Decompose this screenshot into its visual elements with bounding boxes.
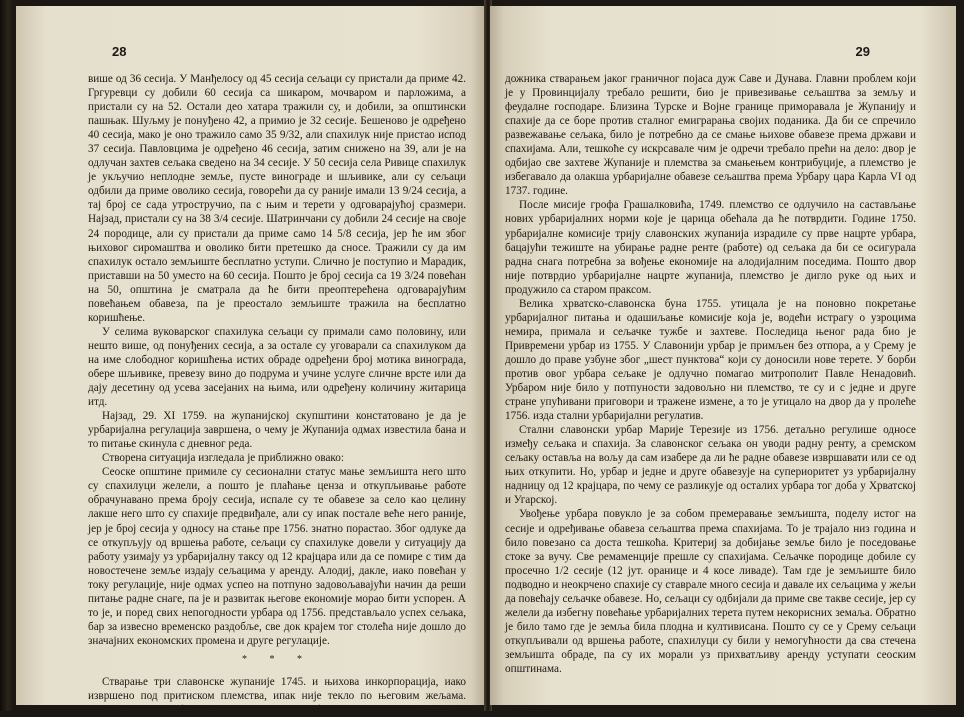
page-body — [505, 72, 916, 676]
paragraph: дожника стварањем јаког граничног појаса дуж Саве и Дунава. Главни проблем који је у Провинцијалу требало решити, био је привезивање сељаштва за земљу и феудалне господаре. Близина Турске и Војне границе приморавала је Жупанију и спахије да се боре против сталног емиграрања својих поданика. Да би се спречило развежавање сељака, било је потребно да се смање њихове обавезе према држави и спахијама. Али, тешкоће су искрсавале чим је одречи требало прећи на дело: двор је одбијао све захтеве Жупаније и племства за смањењем контрибуције, а племство је избегавало да олакша урбаријалне обавезе сељаштва према Урбару цара Карла VI од 1737. године. — [505, 73, 916, 198]
paragraph: Увођење урбара повукло је за собом премеравање земљишта, поделу истог на сесије и одређивање обавеза сељаштва према спахијама. То је трајало низ година и било повезано са доста тешкоћа. Критериј за добијање земље било је поседовање стоке за вучу. Све ремаменције прешле су спахијама. Сељачке породице добиле су просечно 1/2 сесије (12 јут. оранице и 4 косе ливаде). Там где је земљиште било подводно и неокрчено спахије су ставрале много сесија и давале их сељацима у жељи да повећају сељачке обавезе. Но, сељаци су одбијали да приме све такве сесије, јер су желели да избегну повећање урбаријалних терета путем некорисних земаља. Обратно је било тамо где је земља била плодна и култивисана. Пошто су се у Срему сељаци откупљивали од вршења работе, спахилуци су били у немогућности да сва стечена земљишта обраде, па су их морали уз прихватљиву аренду уступати сеоским општинама. — [505, 508, 916, 675]
paragraph: Најзад, 29. XI 1759. на жупанијској скупштини констатовано је да је урбаријална регулација завршена, о чему је Жупанија одмах известила бана и то питање скинула с дневног реда. — [88, 410, 466, 451]
right-page — [490, 6, 956, 705]
paragraph: Стварање три славонске жупаније 1745. и њихова инкорпорација, иако извршено под притиском племства, ипак није текло по његовим жељама. Спахилуци су изгубили многе поседе и велики број под- — [88, 675, 466, 717]
paragraph: У селима вуковарског спахилука сељаци су примали само половину, или нешто више, од понуђених сесија, а за остале су уговарали са спахилуком да на име слободног коришћења истих обраде одређени број мотика винограда, обере шљивике, превезу вино до подрума и учине услуге сличне врсте или да дају десетину од усева засејаних на њима, или одређену количину житарица итд. — [88, 325, 466, 409]
page-number: 29 — [855, 44, 870, 59]
page-body — [88, 72, 466, 717]
paragraph: Стални славонски урбар Марије Терезије из 1756. детаљно регулише односе између сељака и спахија. За славонског сељака он уводи радну ренту, а сремском сељаку оставља на вољу да сам изабере да ли ће радне обавезе извршавати или се од њих откупити. Но, урбар и једне и друге обавезује на супериоритет уз урбаријалну надницу од 12 крајцара, по чему се разликује од осталих урбара тог доба у Хрватској и Угарској. — [505, 424, 916, 507]
paragraph: Сеоске општине примиле су сесионални статус мање земљишта него што су спахилуци желели, а пошто је плаћање цензa и откупљивање работе обрачунавано према броју сесија, испале су те обавезе за село као целину лакше него што су спахије предвиђале, али су ипак постале веће него раније, јер је број сесија у односу на стање пре 1756. знатно порастао. Због одлуке да се откупљују од вршења работе, сељаци су спахилуке довели у ситуацију да работу узимају уз урбаријалну таксу од 12 крајцара или да се помире с тим да новостечене земље издају сељацима у аренду. Алодиј, дакле, иако повећан у току регулације, није одмах успео на потпуно задовољавајући начин да реши питање радне снаге, па је и развитак његове економије морао бити успорен. А то је, и поред свих непогодности урбара од 1756. представљало успех сељака, бар за извесно временско раздобље, све док крајем тог столећа није дошло до значајних економских промена и друге регулације. — [88, 466, 466, 647]
section-separator: * * * — [242, 653, 312, 665]
paragraph: више од 36 сесија. У Манђелосу од 45 сесија сељаци су пристали да приме 42. Гргуревци су добили 60 сесија са шикаром, мочваром и парложима, а пристали су на 52. Остали део хатара тражили су, и добили, за општински пашњак. Шуљму је понуђено 42, а примио је 32 сесије. Бешеново је одређено 40 сесија, мако је оно тражило само 35 9/32, али спахилук није пристао испод 37 сесија. Павловцима је одређено 46 сесија, затим снижено на 39, али је на одлучан захтев сељака сведено на 34 сесије. У 50 сесија села Ривице спахилук је укључио неплодне земље, пусте винограде и шљивике, али су сељаци одбили да приме оволико сесија, говорећи да су раније имали 13 9/24 сесија, а тај број се сада утростручио, па с њим и терети у одговарајућој сразмери. Најзад, пристали су на 38 3/4 сесије. Шатринчани су добили 24 сесије на своје 24 породице, али су пристали да приме само 14 5/8 сесија, јер ће им због њиховог сиромаштва и оволико бити претешко да сносе. Тражили су да им спахилук остало земљиште бесплатно уступи. Слично је поступио и Марадик, приставши на 50 уместо на 60 сесија. Пошто је број сесија са 19 3/24 повећан на 50, општина је сматрала да ће бити преоптерећена одговарајућим повећањем обавеза, па је преостало земљиште тражила на бесплатно коришћење. — [88, 73, 466, 324]
paragraph: Створена ситуација изгледала је приближно овако: — [102, 452, 344, 465]
left-page — [16, 6, 486, 717]
paragraph: После мисије грофа Грашалковића, 1749. племство се одлучило на састављање нових урбаријалних норми које је царица обећала да ће потврдити. Године 1750. урбаријалне комисије трију славонских жупанија израдиле су прве нацрте урбара, бацајући тежиште на убирање радне ренте (работе) од сељака да би се осигурала радна снага потребна за вођење економије на алодијалним поседима. Пошто двор није потврдио урбаријалне нацрте жупанија, племство је дигло руке од њих и продужило са старом праксом. — [505, 199, 916, 296]
page-number: 28 — [112, 44, 127, 59]
paragraph: Велика хрватско-славонска буна 1755. утицала је на поновно покретање урбаријалног питања и одашиљање комисије која је, водећи истрагу о узроцима немира, примала и сељачке тужбе и захтеве. Последица њеног рада био је Привремени урбар из 1755. У Славонији урбар је примљен без отпора, а у Срему је дошло до праве узбуне због „шест пунктова“ који су доносили нове терете. У борби против овог урбара сељаке је одлучно помагао митрополит Павле Ненадовић. Урбаром није било у потпуности задовољно ни племство, те су и с једне и друге стране упућивани приговори и тражене измене, а то је утицало на двор да у пролеће 1756. изда стални урбаријални регулатив. — [505, 297, 916, 423]
